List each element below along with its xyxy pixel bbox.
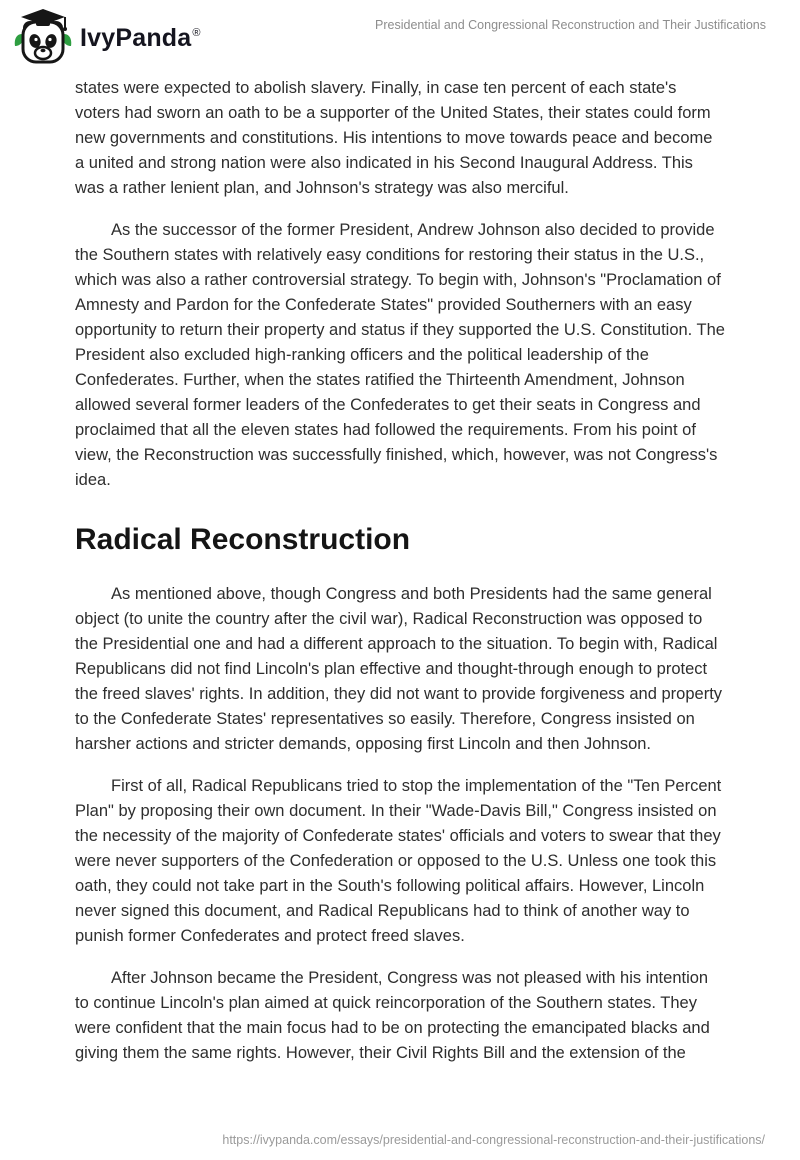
section-heading: Radical Reconstruction (75, 523, 411, 556)
paragraph: First of all, Radical Republicans tried to stop the implementation of the "Ten Percent Plan" by proposing their own document. In their "Wade-Davis Bill," Congress insisted on the necessity of the majority of Confederate states' officials and voters to swear that they were never supporters of the Confederation or opposed to the U.S. Unless one took this oath, they could not take part in the South's following political affairs. However, Lincoln never signed this document, and Radical Republicans had to think of another way to punish former Confederates and protect freed slaves. (75, 776, 722, 945)
ivypanda-panda-logo-icon (14, 8, 72, 64)
document-title: Presidential and Congressional Reconstruction and Their Justifications (375, 18, 766, 32)
brand (14, 8, 201, 64)
registered-mark: ® (192, 27, 201, 40)
brand-name (80, 24, 201, 53)
paragraph-continuation: states were expected to abolish slavery. Finally, in case ten percent of each state's voters had sworn an oath to be a supporter of the United States, their states could form new governments and constitutions. His intentions to move towards peace and become a united and strong nation were also indicated in his Second Inaugural Address. This was a rather lenient plan, and Johnson's strategy was also merciful. (75, 79, 713, 197)
paragraph: As the successor of the former President, Andrew Johnson also decided to provide the Southern states with relatively easy conditions for restoring their status in the U.S., which was also a rather controversial strategy. To begin with, Johnson's "Proclamation of Amnesty and Pardon for the Confederate States" provided Southerners with an easy opportunity to return their property and status if they supported the U.S. Constitution. The President also excluded high-ranking officers and the political leadership of the Confederates. Further, when the states ratified the Thirteenth Amendment, Johnson allowed several former leaders of the Confederates to get their seats in Congress and proclaimed that all the eleven states had followed the requirements. From his point of view, the Reconstruction was successfully finished, which, however, was not Congress's idea. (75, 221, 725, 489)
source-url[interactable]: https://ivypanda.com/essays/presidential-and-congressional-reconstruction-and-their-justifications/ (222, 1133, 765, 1147)
page-header (0, 0, 800, 66)
paragraph: After Johnson became the President, Congress was not pleased with his intention to continue Lincoln's plan aimed at quick reincorporation of the Southern states. They were confident that the main focus had to be on protecting the emancipated blacks and giving them the same rights. However, their Civil Rights Bill and the extension of the (75, 968, 710, 1062)
paragraph: As mentioned above, though Congress and both Presidents had the same general object (to unite the country after the civil war), Radical Reconstruction was opposed to the Presidential one and had a different approach to the situation. To begin with, Radical Republicans did not find Lincoln's plan effective and thought-through enough to protect the freed slaves' rights. In addition, they did not want to provide forgiveness and property to the Confederate States' representatives so easily. Therefore, Congress insisted on harsher actions and stricter demands, opposing first Lincoln and then Johnson. (75, 584, 723, 753)
brand-text: IvyPanda (80, 23, 192, 52)
page-footer (222, 1133, 765, 1147)
article-body (0, 66, 800, 1066)
